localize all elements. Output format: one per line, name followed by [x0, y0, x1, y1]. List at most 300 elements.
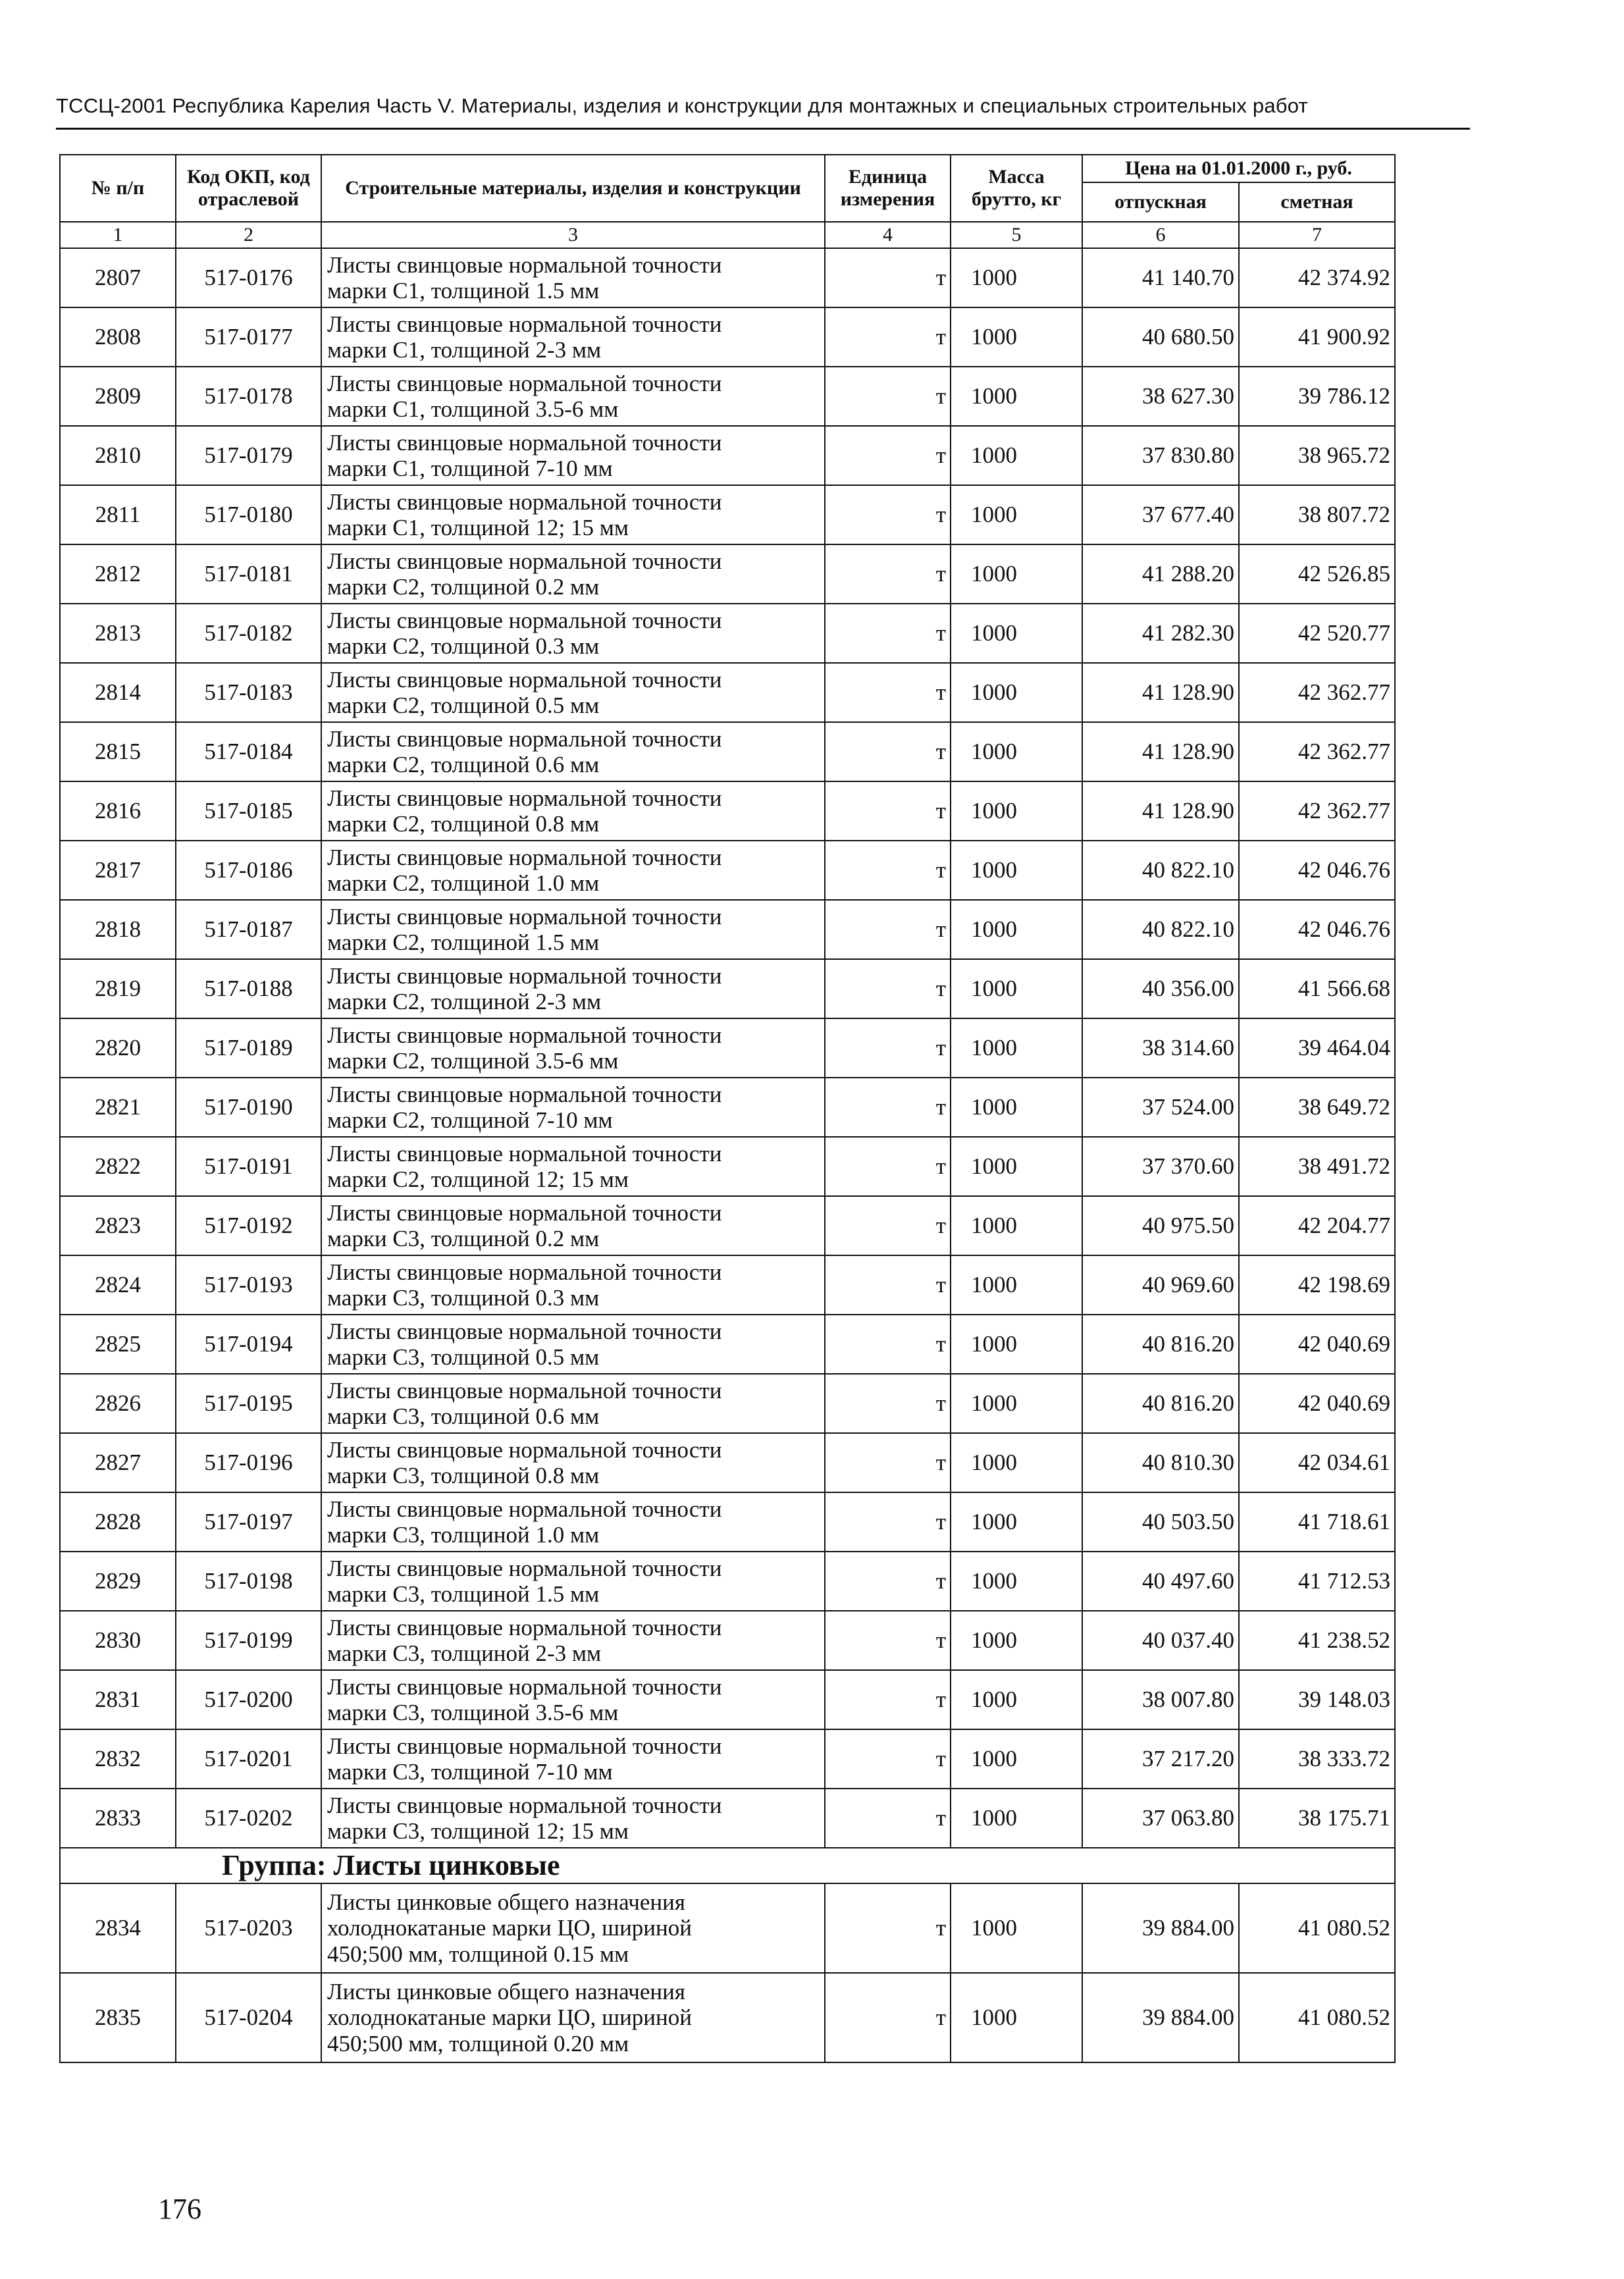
- price-estimate: 42 362.77: [1239, 663, 1395, 722]
- material-name: [321, 900, 825, 959]
- table-row: [60, 959, 1395, 1018]
- material-name: [321, 1789, 825, 1848]
- material-name: [321, 544, 825, 604]
- name-line: марки С1, толщиной 2-3 мм: [327, 337, 602, 363]
- mass: 1000: [951, 722, 1082, 781]
- name-line: Листы свинцовые нормальной точности: [327, 844, 722, 870]
- name-line: Листы свинцовые нормальной точности: [327, 725, 722, 752]
- name-line: Листы свинцовые нормальной точности: [327, 311, 722, 337]
- row-number: 2831: [60, 1670, 176, 1729]
- price-release: 40 816.20: [1082, 1315, 1239, 1374]
- price-estimate: 39 786.12: [1239, 367, 1395, 426]
- price-estimate: 41 566.68: [1239, 959, 1395, 1018]
- unit: т: [825, 1315, 951, 1374]
- name-line: Листы свинцовые нормальной точности: [327, 785, 722, 811]
- name-line: Листы свинцовые нормальной точности: [327, 1792, 722, 1818]
- name-line: Листы цинковые общего назначения: [327, 1979, 685, 2005]
- mass: 1000: [951, 1255, 1082, 1315]
- mass: 1000: [951, 1611, 1082, 1670]
- okp-code: 517-0184: [176, 722, 321, 781]
- row-number: 2822: [60, 1137, 176, 1196]
- price-release: 40 969.60: [1082, 1255, 1239, 1315]
- name-line: Листы свинцовые нормальной точности: [327, 488, 722, 515]
- price-estimate: 42 374.92: [1239, 248, 1395, 307]
- col-header-price-group: Цена на 01.01.2000 г., руб.: [1082, 155, 1395, 182]
- price-release: 40 822.10: [1082, 841, 1239, 900]
- material-name: [321, 1078, 825, 1137]
- okp-code: 517-0180: [176, 485, 321, 544]
- okp-code: 517-0176: [176, 248, 321, 307]
- table-row: [60, 1552, 1395, 1611]
- okp-code: 517-0196: [176, 1433, 321, 1492]
- name-line: Листы свинцовые нормальной точности: [327, 1673, 722, 1700]
- okp-code: 517-0189: [176, 1018, 321, 1078]
- row-number: 2815: [60, 722, 176, 781]
- table-row: [60, 1789, 1395, 1848]
- material-name: [321, 959, 825, 1018]
- mass: 1000: [951, 1078, 1082, 1137]
- table-row: [60, 1883, 1395, 1973]
- price-release: 40 503.50: [1082, 1492, 1239, 1552]
- price-estimate: 38 649.72: [1239, 1078, 1395, 1137]
- material-name: [321, 604, 825, 663]
- name-line: марки С3, толщиной 1.0 мм: [327, 1522, 600, 1548]
- name-line: Листы свинцовые нормальной точности: [327, 1377, 722, 1403]
- header-rule: [56, 128, 1470, 130]
- table-row: [60, 544, 1395, 604]
- name-line: марки С2, толщиной 0.2 мм: [327, 574, 600, 600]
- mass: 1000: [951, 663, 1082, 722]
- name-line: марки С3, толщиной 12; 15 мм: [327, 1818, 629, 1844]
- name-line: Листы свинцовые нормальной точности: [327, 1436, 722, 1463]
- unit: т: [825, 1137, 951, 1196]
- row-number: 2833: [60, 1789, 176, 1848]
- row-number: 2832: [60, 1729, 176, 1789]
- name-line: холоднокатаные марки ЦО, шириной: [327, 1915, 692, 1941]
- unit: т: [825, 1255, 951, 1315]
- name-line: марки С3, толщиной 2-3 мм: [327, 1640, 602, 1666]
- unit: т: [825, 1492, 951, 1552]
- material-name: [321, 1018, 825, 1078]
- col-header-num: № п/п: [60, 155, 176, 222]
- price-release: 40 356.00: [1082, 959, 1239, 1018]
- col-header-mass: Масса брутто, кг: [951, 155, 1082, 222]
- table-row: [60, 307, 1395, 367]
- material-name: [321, 1315, 825, 1374]
- table-row: [60, 1492, 1395, 1552]
- table-row: [60, 1255, 1395, 1315]
- price-release: 41 282.30: [1082, 604, 1239, 663]
- okp-code: 517-0194: [176, 1315, 321, 1374]
- price-estimate: 41 712.53: [1239, 1552, 1395, 1611]
- unit: т: [825, 1552, 951, 1611]
- group-row: [60, 1848, 1395, 1883]
- name-line: Листы свинцовые нормальной точности: [327, 429, 722, 456]
- price-estimate: 41 080.52: [1239, 1883, 1395, 1973]
- row-number: 2821: [60, 1078, 176, 1137]
- name-line: марки С3, толщиной 0.6 мм: [327, 1403, 600, 1429]
- price-estimate: 39 464.04: [1239, 1018, 1395, 1078]
- price-release: 37 830.80: [1082, 426, 1239, 485]
- row-number: 2829: [60, 1552, 176, 1611]
- column-number: 5: [951, 222, 1082, 248]
- material-name: [321, 1670, 825, 1729]
- unit: т: [825, 604, 951, 663]
- mass: 1000: [951, 1883, 1082, 1973]
- unit: т: [825, 367, 951, 426]
- name-line: марки С2, толщиной 7-10 мм: [327, 1107, 613, 1133]
- row-number: 2810: [60, 426, 176, 485]
- price-estimate: 38 333.72: [1239, 1729, 1395, 1789]
- name-line: марки С2, толщиной 2-3 мм: [327, 989, 602, 1014]
- unit: т: [825, 1018, 951, 1078]
- unit: т: [825, 1196, 951, 1255]
- okp-code: 517-0204: [176, 1973, 321, 2062]
- price-estimate: 42 040.69: [1239, 1374, 1395, 1433]
- name-line: Листы свинцовые нормальной точности: [327, 1140, 722, 1166]
- row-number: 2827: [60, 1433, 176, 1492]
- price-release: 40 810.30: [1082, 1433, 1239, 1492]
- name-line: марки С2, толщиной 0.5 мм: [327, 693, 600, 718]
- name-line: Листы свинцовые нормальной точности: [327, 1318, 722, 1344]
- unit: т: [825, 781, 951, 841]
- name-line: холоднокатаные марки ЦО, шириной: [327, 2004, 692, 2031]
- table-row: [60, 1196, 1395, 1255]
- name-line: марки С3, толщиной 3.5-6 мм: [327, 1700, 619, 1725]
- material-name: [321, 1374, 825, 1433]
- okp-code: 517-0187: [176, 900, 321, 959]
- unit: т: [825, 1433, 951, 1492]
- price-estimate: 42 520.77: [1239, 604, 1395, 663]
- row-number: 2830: [60, 1611, 176, 1670]
- okp-code: 517-0185: [176, 781, 321, 841]
- mass: 1000: [951, 1670, 1082, 1729]
- table-row: [60, 426, 1395, 485]
- name-line: марки С2, толщиной 12; 15 мм: [327, 1166, 629, 1192]
- price-table: [59, 154, 1396, 2063]
- price-release: 40 680.50: [1082, 307, 1239, 367]
- name-line: Листы свинцовые нормальной точности: [327, 666, 722, 693]
- row-number: 2819: [60, 959, 176, 1018]
- price-release: 37 217.20: [1082, 1729, 1239, 1789]
- table-row: [60, 1018, 1395, 1078]
- table-row: [60, 1729, 1395, 1789]
- price-release: 37 370.60: [1082, 1137, 1239, 1196]
- price-estimate: 41 238.52: [1239, 1611, 1395, 1670]
- material-name: [321, 1552, 825, 1611]
- column-number: 2: [176, 222, 321, 248]
- row-number: 2817: [60, 841, 176, 900]
- material-name: [321, 663, 825, 722]
- price-release: 41 128.90: [1082, 722, 1239, 781]
- okp-code: 517-0190: [176, 1078, 321, 1137]
- price-estimate: 41 900.92: [1239, 307, 1395, 367]
- okp-code: 517-0188: [176, 959, 321, 1018]
- okp-code: 517-0202: [176, 1789, 321, 1848]
- material-name: [321, 367, 825, 426]
- name-line: марки С2, толщиной 3.5-6 мм: [327, 1048, 619, 1074]
- price-release: 38 314.60: [1082, 1018, 1239, 1078]
- material-name: [321, 1137, 825, 1196]
- name-line: марки С3, толщиной 7-10 мм: [327, 1759, 613, 1785]
- table-row: [60, 1611, 1395, 1670]
- mass: 1000: [951, 1729, 1082, 1789]
- price-release: 41 288.20: [1082, 544, 1239, 604]
- name-line: марки С2, толщиной 0.8 мм: [327, 811, 600, 837]
- table-row: [60, 841, 1395, 900]
- price-release: 37 677.40: [1082, 485, 1239, 544]
- unit: т: [825, 1789, 951, 1848]
- mass: 1000: [951, 367, 1082, 426]
- material-name: [321, 781, 825, 841]
- price-estimate: 42 362.77: [1239, 781, 1395, 841]
- price-estimate: 41 718.61: [1239, 1492, 1395, 1552]
- col-header-unit: Единица измерения: [825, 155, 951, 222]
- mass: 1000: [951, 1018, 1082, 1078]
- mass: 1000: [951, 1137, 1082, 1196]
- name-line: Листы свинцовые нормальной точности: [327, 548, 722, 574]
- material-name: [321, 426, 825, 485]
- okp-code: 517-0201: [176, 1729, 321, 1789]
- table-row: [60, 1973, 1395, 2062]
- material-name: [321, 307, 825, 367]
- price-estimate: 38 807.72: [1239, 485, 1395, 544]
- table-row: [60, 367, 1395, 426]
- unit: т: [825, 544, 951, 604]
- mass: 1000: [951, 1492, 1082, 1552]
- name-line: марки С3, толщиной 0.2 мм: [327, 1226, 600, 1251]
- name-line: марки С1, толщиной 1.5 мм: [327, 278, 600, 303]
- column-number: 7: [1239, 222, 1395, 248]
- mass: 1000: [951, 900, 1082, 959]
- row-number: 2820: [60, 1018, 176, 1078]
- material-name: [321, 1611, 825, 1670]
- unit: т: [825, 307, 951, 367]
- unit: т: [825, 1670, 951, 1729]
- name-line: марки С1, толщиной 12; 15 мм: [327, 515, 629, 540]
- row-number: 2808: [60, 307, 176, 367]
- name-line: марки С3, толщиной 1.5 мм: [327, 1581, 600, 1607]
- unit: т: [825, 959, 951, 1018]
- table-row: [60, 1137, 1395, 1196]
- mass: 1000: [951, 1973, 1082, 2062]
- name-line: марки С3, толщиной 0.3 мм: [327, 1285, 600, 1311]
- mass: 1000: [951, 959, 1082, 1018]
- row-number: 2812: [60, 544, 176, 604]
- okp-code: 517-0177: [176, 307, 321, 367]
- price-estimate: 42 034.61: [1239, 1433, 1395, 1492]
- price-estimate: 42 046.76: [1239, 841, 1395, 900]
- okp-code: 517-0195: [176, 1374, 321, 1433]
- name-line: Листы свинцовые нормальной точности: [327, 1614, 722, 1640]
- mass: 1000: [951, 485, 1082, 544]
- material-name: [321, 248, 825, 307]
- name-line: Листы свинцовые нормальной точности: [327, 1022, 722, 1048]
- material-name: [321, 1729, 825, 1789]
- unit: т: [825, 900, 951, 959]
- price-release: 41 128.90: [1082, 663, 1239, 722]
- row-number: 2825: [60, 1315, 176, 1374]
- price-estimate: 42 204.77: [1239, 1196, 1395, 1255]
- price-release: 40 822.10: [1082, 900, 1239, 959]
- row-number: 2811: [60, 485, 176, 544]
- name-line: Листы свинцовые нормальной точности: [327, 1733, 722, 1759]
- price-estimate: 38 965.72: [1239, 426, 1395, 485]
- unit: т: [825, 1078, 951, 1137]
- price-estimate: 42 198.69: [1239, 1255, 1395, 1315]
- price-release: 41 128.90: [1082, 781, 1239, 841]
- mass: 1000: [951, 1374, 1082, 1433]
- mass: 1000: [951, 1789, 1082, 1848]
- okp-code: 517-0182: [176, 604, 321, 663]
- name-line: марки С2, толщиной 0.3 мм: [327, 633, 600, 659]
- price-estimate: 42 040.69: [1239, 1315, 1395, 1374]
- unit: т: [825, 426, 951, 485]
- name-line: марки С1, толщиной 3.5-6 мм: [327, 396, 619, 422]
- name-line: марки С2, толщиной 1.0 мм: [327, 870, 600, 896]
- name-line: Листы свинцовые нормальной точности: [327, 1496, 722, 1522]
- mass: 1000: [951, 1433, 1082, 1492]
- unit: т: [825, 841, 951, 900]
- unit: т: [825, 663, 951, 722]
- row-number: 2826: [60, 1374, 176, 1433]
- mass: 1000: [951, 426, 1082, 485]
- running-header: ТССЦ-2001 Республика Карелия Часть V. Материалы, изделия и конструкции для монтажных и специальных строительных работ: [56, 94, 1308, 117]
- name-line: 450;500 мм, толщиной 0.20 мм: [327, 2030, 629, 2056]
- okp-code: 517-0181: [176, 544, 321, 604]
- table-row: [60, 1315, 1395, 1374]
- material-name: [321, 1973, 825, 2062]
- okp-code: 517-0183: [176, 663, 321, 722]
- price-release: 41 140.70: [1082, 248, 1239, 307]
- column-number-row: [60, 222, 1395, 248]
- table-row: [60, 781, 1395, 841]
- table-row: [60, 248, 1395, 307]
- name-line: Листы свинцовые нормальной точности: [327, 1555, 722, 1581]
- unit: т: [825, 1973, 951, 2062]
- material-name: [321, 1883, 825, 1973]
- row-number: 2814: [60, 663, 176, 722]
- column-number: 3: [321, 222, 825, 248]
- okp-code: 517-0199: [176, 1611, 321, 1670]
- name-line: Листы свинцовые нормальной точности: [327, 370, 722, 396]
- mass: 1000: [951, 1315, 1082, 1374]
- mass: 1000: [951, 248, 1082, 307]
- name-line: Листы свинцовые нормальной точности: [327, 1081, 722, 1107]
- table-row: [60, 722, 1395, 781]
- name-line: Листы цинковые общего назначения: [327, 1889, 685, 1916]
- material-name: [321, 1255, 825, 1315]
- price-estimate: 42 526.85: [1239, 544, 1395, 604]
- name-line: Листы свинцовые нормальной точности: [327, 607, 722, 633]
- mass: 1000: [951, 307, 1082, 367]
- mass: 1000: [951, 544, 1082, 604]
- okp-code: 517-0178: [176, 367, 321, 426]
- price-release: 38 007.80: [1082, 1670, 1239, 1729]
- table-row: [60, 1670, 1395, 1729]
- row-number: 2835: [60, 1973, 176, 2062]
- table-row: [60, 1374, 1395, 1433]
- column-number: 1: [60, 222, 176, 248]
- name-line: Листы свинцовые нормальной точности: [327, 1199, 722, 1226]
- col-header-price-estimate: сметная: [1239, 182, 1395, 222]
- row-number: 2807: [60, 248, 176, 307]
- table-row: [60, 1433, 1395, 1492]
- row-number: 2834: [60, 1883, 176, 1973]
- group-title: Группа: Листы цинковые: [60, 1848, 1395, 1883]
- name-line: марки С2, толщиной 0.6 мм: [327, 752, 600, 777]
- column-number: 4: [825, 222, 951, 248]
- material-name: [321, 1492, 825, 1552]
- name-line: Листы свинцовые нормальной точности: [327, 962, 722, 989]
- material-name: [321, 841, 825, 900]
- okp-code: 517-0200: [176, 1670, 321, 1729]
- price-estimate: 42 362.77: [1239, 722, 1395, 781]
- mass: 1000: [951, 1196, 1082, 1255]
- unit: т: [825, 1729, 951, 1789]
- price-release: 40 816.20: [1082, 1374, 1239, 1433]
- unit: т: [825, 1611, 951, 1670]
- mass: 1000: [951, 841, 1082, 900]
- price-estimate: 38 175.71: [1239, 1789, 1395, 1848]
- page-number: 176: [158, 2193, 201, 2225]
- material-name: [321, 722, 825, 781]
- name-line: Листы свинцовые нормальной точности: [327, 1259, 722, 1285]
- col-header-code: Код ОКП, код отраслевой: [176, 155, 321, 222]
- name-line: марки С1, толщиной 7-10 мм: [327, 456, 613, 481]
- material-name: [321, 1196, 825, 1255]
- name-line: Листы свинцовые нормальной точности: [327, 251, 722, 278]
- material-name: [321, 485, 825, 544]
- table-row: [60, 604, 1395, 663]
- price-estimate: 41 080.52: [1239, 1973, 1395, 2062]
- unit: т: [825, 1883, 951, 1973]
- col-header-price-release: отпускная: [1082, 182, 1239, 222]
- mass: 1000: [951, 781, 1082, 841]
- name-line: марки С3, толщиной 0.5 мм: [327, 1344, 600, 1370]
- price-release: 40 497.60: [1082, 1552, 1239, 1611]
- price-release: 38 627.30: [1082, 367, 1239, 426]
- unit: т: [825, 722, 951, 781]
- okp-code: 517-0186: [176, 841, 321, 900]
- okp-code: 517-0192: [176, 1196, 321, 1255]
- price-release: 39 884.00: [1082, 1883, 1239, 1973]
- unit: т: [825, 485, 951, 544]
- mass: 1000: [951, 1552, 1082, 1611]
- name-line: 450;500 мм, толщиной 0.15 мм: [327, 1941, 629, 1967]
- okp-code: 517-0198: [176, 1552, 321, 1611]
- unit: т: [825, 1374, 951, 1433]
- okp-code: 517-0203: [176, 1883, 321, 1973]
- row-number: 2828: [60, 1492, 176, 1552]
- table-row: [60, 663, 1395, 722]
- mass: 1000: [951, 604, 1082, 663]
- row-number: 2823: [60, 1196, 176, 1255]
- col-header-name: Строительные материалы, изделия и конструкции: [321, 155, 825, 222]
- okp-code: 517-0197: [176, 1492, 321, 1552]
- row-number: 2813: [60, 604, 176, 663]
- row-number: 2816: [60, 781, 176, 841]
- name-line: марки С3, толщиной 0.8 мм: [327, 1463, 600, 1488]
- price-estimate: 39 148.03: [1239, 1670, 1395, 1729]
- name-line: Листы свинцовые нормальной точности: [327, 903, 722, 930]
- price-release: 37 063.80: [1082, 1789, 1239, 1848]
- material-name: [321, 1433, 825, 1492]
- price-release: 39 884.00: [1082, 1973, 1239, 2062]
- row-number: 2824: [60, 1255, 176, 1315]
- row-number: 2818: [60, 900, 176, 959]
- table-row: [60, 900, 1395, 959]
